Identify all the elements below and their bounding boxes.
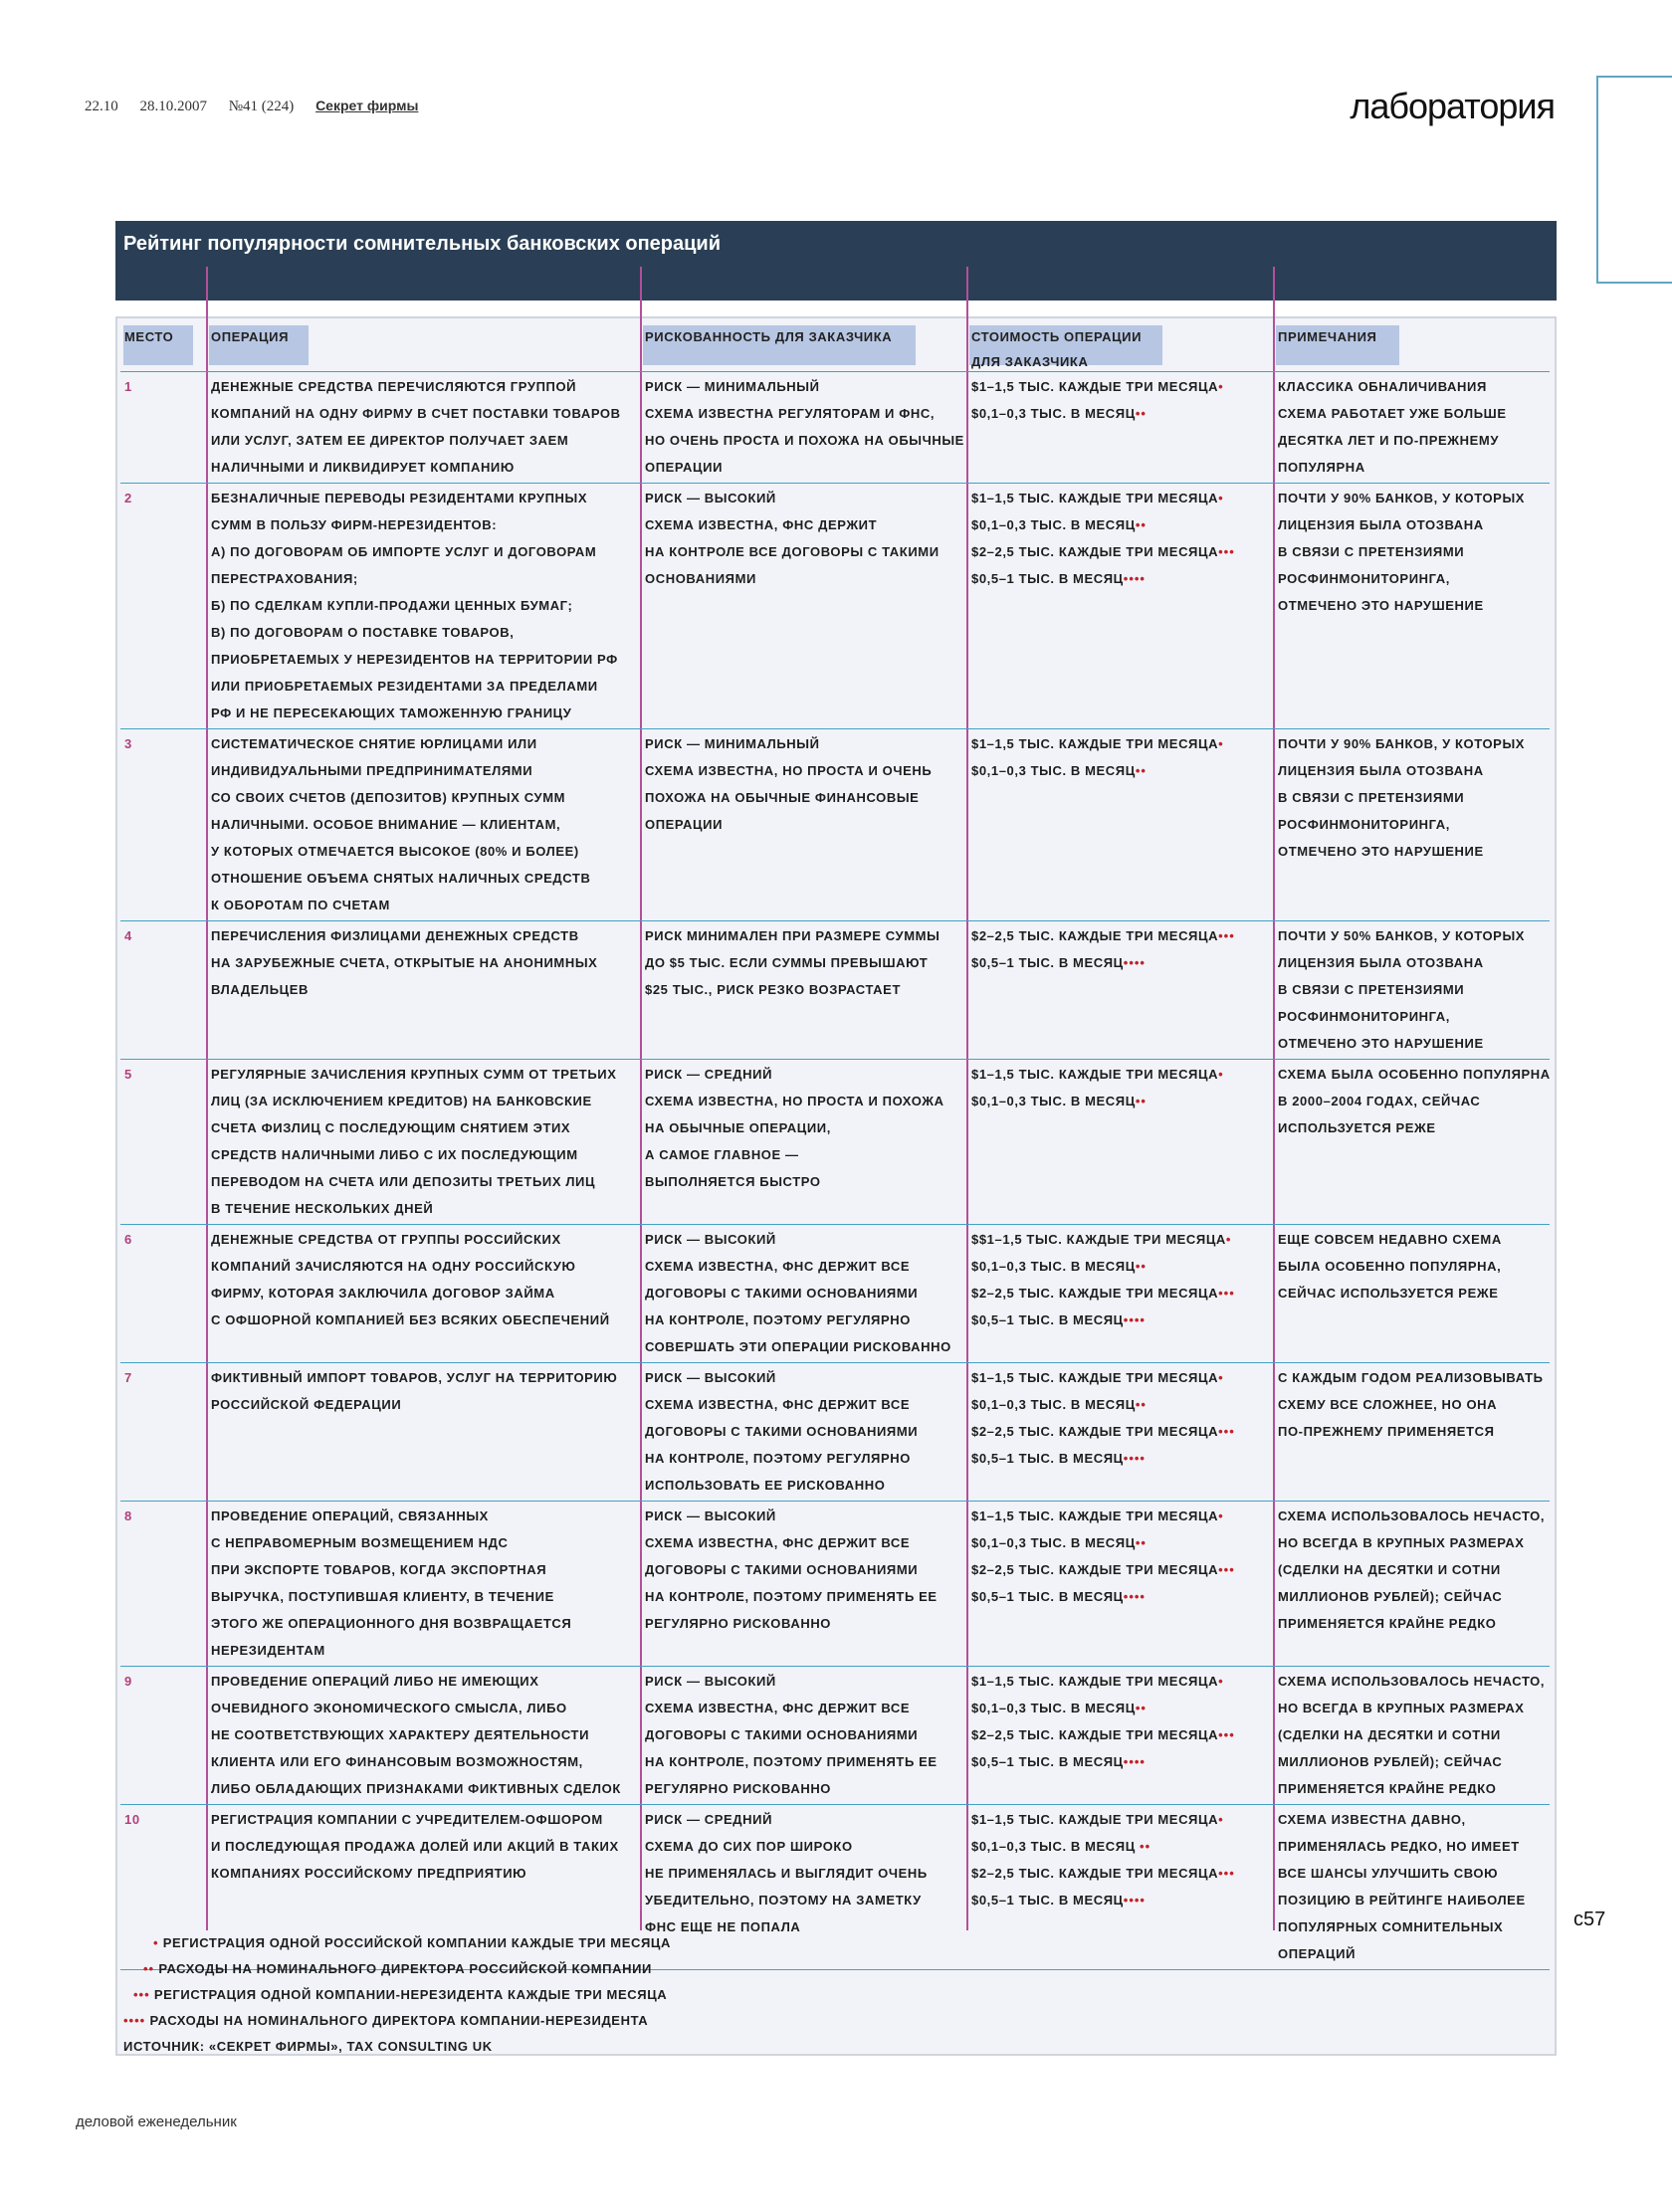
cell-line: НАЛИЧНЫМИ. ОСОБОЕ ВНИМАНИЕ — КЛИЕНТАМ, [211,817,561,832]
cell-line: РОСФИНМОНИТОРИНГА, [1278,817,1450,832]
cell-line: СХЕМА ИЗВЕСТНА, ФНС ДЕРЖИТ ВСЕ [645,1397,911,1412]
cost-line: $0,1–0,3 ТЫС. В МЕСЯЦ•• [971,1397,1147,1412]
cell-line: РОСФИНМОНИТОРИНГА, [1278,571,1450,586]
cell-line: РИСК — СРЕДНИЙ [645,1067,773,1082]
cell-line: ИНДИВИДУАЛЬНЫМИ ПРЕДПРИНИМАТЕЛЯМИ [211,763,533,778]
cell-line: ДО $5 ТЫС. ЕСЛИ СУММЫ ПРЕВЫШАЮТ [645,955,929,970]
cell-line: ФИКТИВНЫЙ ИМПОРТ ТОВАРОВ, УСЛУГ НА ТЕРРИТОРИЮ [211,1370,618,1385]
cell-line: РИСК — МИНИМАЛЬНЫЙ [645,379,820,394]
row-divider [120,1224,1550,1225]
cell-line: КОМПАНИЙ НА ОДНУ ФИРМУ В СЧЕТ ПОСТАВКИ ТОВАРОВ [211,406,621,421]
cell-line: НЕ СООТВЕТСТВУЮЩИХ ХАРАКТЕРУ ДЕЯТЕЛЬНОСТИ [211,1727,590,1742]
cell-line: СХЕМА ИЗВЕСТНА РЕГУЛЯТОРАМ И ФНС, [645,406,936,421]
cell-line: ЕЩЕ СОВСЕМ НЕДАВНО СХЕМА [1278,1232,1502,1247]
cell-line: (СДЕЛКИ НА ДЕСЯТКИ И СОТНИ [1278,1727,1501,1742]
cell-line: РИСК МИНИМАЛЕН ПРИ РАЗМЕРЕ СУММЫ [645,928,940,943]
cell-line: НА ОБЫЧНЫЕ ОПЕРАЦИИ, [645,1120,831,1135]
table-title: Рейтинг популярности сомнительных банковских операций [123,233,722,255]
rank-cell: 5 [124,1067,132,1082]
cell-line: ПРОВЕДЕНИЕ ОПЕРАЦИЙ, СВЯЗАННЫХ [211,1508,489,1523]
cell-line: СХЕМА ИЗВЕСТНА ДАВНО, [1278,1812,1466,1827]
table-header-band [115,221,1557,301]
cell-line: ДЕНЕЖНЫЕ СРЕДСТВА ОТ ГРУППЫ РОССИЙСКИХ [211,1232,561,1247]
cell-line: НО ВСЕГДА В КРУПНЫХ РАЗМЕРАХ [1278,1701,1525,1715]
footnote: ••• РЕГИСТРАЦИЯ ОДНОЙ КОМПАНИИ-НЕРЕЗИДЕНТА КАЖДЫЕ ТРИ МЕСЯЦА [133,1987,668,2002]
cell-line: ДЕНЕЖНЫЕ СРЕДСТВА ПЕРЕЧИСЛЯЮТСЯ ГРУППОЙ [211,379,577,394]
cell-line: ОПЕРАЦИЙ [1278,1946,1357,1961]
cost-cell [971,373,1224,427]
cell-line: МИЛЛИОНОВ РУБЛЕЙ); СЕЙЧАС [1278,1754,1503,1769]
cell-line: СХЕМА ИЗВЕСТНА, ФНС ДЕРЖИТ ВСЕ [645,1535,911,1550]
footnote: •• РАСХОДЫ НА НОМИНАЛЬНОГО ДИРЕКТОРА РОССИЙСКОЙ КОМПАНИИ [143,1961,652,1976]
cost-line: $0,1–0,3 ТЫС. В МЕСЯЦ•• [971,1535,1147,1550]
cost-line: $1–1,5 ТЫС. КАЖДЫЕ ТРИ МЕСЯЦА• [971,1508,1224,1523]
footnote-marker: •• [1135,1259,1147,1274]
cost-line: $2–2,5 ТЫС. КАЖДЫЕ ТРИ МЕСЯЦА••• [971,1562,1235,1577]
rank-cell: 2 [124,491,132,505]
risk-cell [645,485,940,592]
cell-line: БЫЛА ОСОБЕННО ПОПУЛЯРНА, [1278,1259,1502,1274]
cost-line: $2–2,5 ТЫС. КАЖДЫЕ ТРИ МЕСЯЦА••• [971,1727,1235,1742]
risk-cell [645,1668,938,1802]
cost-line: $1–1,5 ТЫС. КАЖДЫЕ ТРИ МЕСЯЦА• [971,1067,1224,1082]
cost-line: $0,1–0,3 ТЫС. В МЕСЯЦ•• [971,517,1147,532]
footnote-marker: ••• [1218,1562,1235,1577]
cell-line: КЛАССИКА ОБНАЛИЧИВАНИЯ [1278,379,1487,394]
cell-line: ДЕСЯТКА ЛЕТ И ПО-ПРЕЖНЕМУ [1278,433,1500,448]
cell-line: ВЫПОЛНЯЕТСЯ БЫСТРО [645,1174,821,1189]
row-divider [120,483,1550,484]
cell-line: ПЕРЕСТРАХОВАНИЯ; [211,571,358,586]
cost-cell [971,922,1235,976]
cost-line: $0,5–1 ТЫС. В МЕСЯЦ•••• [971,1451,1146,1466]
cost-line: $0,1–0,3 ТЫС. В МЕСЯЦ•• [971,1259,1147,1274]
column-divider [206,267,208,1930]
notes-cell [1278,373,1507,481]
cell-line: РИСК — ВЫСОКИЙ [645,1232,776,1247]
footnote-marker: •••• [1123,1754,1146,1769]
row-divider [120,1362,1550,1363]
cell-line: ОПЕРАЦИИ [645,817,724,832]
cell-line: УБЕДИТЕЛЬНО, ПОЭТОМУ НА ЗАМЕТКУ [645,1893,922,1908]
rank-cell: 1 [124,379,132,394]
cell-line: К ОБОРОТАМ ПО СЧЕТАМ [211,898,390,912]
footnote-marker: •• [1135,1094,1147,1108]
cell-line: СХЕМА ИСПОЛЬЗОВАЛОСЬ НЕЧАСТО, [1278,1508,1546,1523]
operation-cell [211,373,621,481]
publication-label: деловой еженедельник [76,2113,237,2130]
cell-line: ЛИЦ (ЗА ИСКЛЮЧЕНИЕМ КРЕДИТОВ) НА БАНКОВСКИЕ [211,1094,592,1108]
cell-line: В 2000–2004 ГОДАХ, СЕЙЧАС [1278,1094,1481,1108]
cost-line: $0,1–0,3 ТЫС. В МЕСЯЦ•• [971,1094,1147,1108]
cell-line: СХЕМА ИСПОЛЬЗОВАЛОСЬ НЕЧАСТО, [1278,1674,1546,1689]
notes-cell [1278,922,1525,1057]
risk-cell [645,373,964,481]
footnote-marker: •••• [1123,1312,1146,1327]
rank-cell: 7 [124,1370,132,1385]
column-divider [640,267,642,1930]
cell-line: ОПЕРАЦИИ [645,460,724,475]
date-end: 28.10.2007 [139,99,207,114]
footnote-marker: •• [1135,1397,1147,1412]
cell-line: СЕЙЧАС ИСПОЛЬЗУЕТСЯ РЕЖЕ [1278,1286,1499,1301]
risk-cell [645,730,932,838]
cell-line: В) ПО ДОГОВОРАМ О ПОСТАВКЕ ТОВАРОВ, [211,625,515,640]
cell-line: ПРИМЕНЯЛАСЬ РЕДКО, НО ИМЕЕТ [1278,1839,1520,1854]
cost-line: $0,1–0,3 ТЫС. В МЕСЯЦ•• [971,1701,1147,1715]
cell-line: ПЕРЕЧИСЛЕНИЯ ФИЗЛИЦАМИ ДЕНЕЖНЫХ СРЕДСТВ [211,928,579,943]
cell-line: ИЛИ УСЛУГ, ЗАТЕМ ЕЕ ДИРЕКТОР ПОЛУЧАЕТ ЗАЕМ [211,433,569,448]
cell-line: ПРИМЕНЯЕТСЯ КРАЙНЕ РЕДКО [1278,1781,1497,1796]
cell-line: ДОГОВОРЫ С ТАКИМИ ОСНОВАНИЯМИ [645,1727,919,1742]
cell-line: РИСК — ВЫСОКИЙ [645,491,776,505]
operation-cell [211,485,618,726]
cell-line: ПОЧТИ У 90% БАНКОВ, У КОТОРЫХ [1278,736,1526,751]
footnote-marker: ••• [1218,1286,1235,1301]
cell-line: С НЕПРАВОМЕРНЫМ ВОЗМЕЩЕНИЕМ НДС [211,1535,509,1550]
cell-line: В СВЯЗИ С ПРЕТЕНЗИЯМИ [1278,982,1465,997]
footnote-marker: •••• [1123,1589,1146,1604]
cell-line: В ТЕЧЕНИЕ НЕСКОЛЬКИХ ДНЕЙ [211,1201,434,1216]
cell-line: РИСК — МИНИМАЛЬНЫЙ [645,736,820,751]
cell-line: ПОПУЛЯРНА [1278,460,1365,475]
cell-line: ОСНОВАНИЯМИ [645,571,756,586]
column-divider [1273,267,1275,1930]
cell-line: РОССИЙСКОЙ ФЕДЕРАЦИИ [211,1397,402,1412]
cell-line: РФ И НЕ ПЕРЕСЕКАЮЩИХ ТАМОЖЕННУЮ ГРАНИЦУ [211,705,572,720]
notes-cell [1278,730,1525,865]
cell-line: СРЕДСТВ НАЛИЧНЫМИ ЛИБО С ИХ ПОСЛЕДУЮЩИМ [211,1147,578,1162]
footnote-marker: •• [1135,1535,1147,1550]
cost-line: $0,1–0,3 ТЫС. В МЕСЯЦ•• [971,406,1147,421]
cost-line: $0,5–1 ТЫС. В МЕСЯЦ•••• [971,1589,1146,1604]
operation-cell [211,1503,571,1664]
notes-cell [1278,1668,1545,1802]
row-divider [120,1059,1550,1060]
cell-line: РИСК — СРЕДНИЙ [645,1812,773,1827]
cell-line: ПЕРЕВОДОМ НА СЧЕТА ИЛИ ДЕПОЗИТЫ ТРЕТЬИХ ЛИЦ [211,1174,596,1189]
cell-line: НА КОНТРОЛЕ, ПОЭТОМУ ПРИМЕНЯТЬ ЕЕ [645,1589,938,1604]
cost-line: $0,5–1 ТЫС. В МЕСЯЦ•••• [971,1312,1146,1327]
risk-cell [645,1806,928,1940]
risk-cell [645,1503,938,1637]
cost-line: $1–1,5 ТЫС. КАЖДЫЕ ТРИ МЕСЯЦА• [971,379,1224,394]
notes-cell [1278,1806,1526,1967]
cell-line: ДОГОВОРЫ С ТАКИМИ ОСНОВАНИЯМИ [645,1424,919,1439]
cost-line: $2–2,5 ТЫС. КАЖДЫЕ ТРИ МЕСЯЦА••• [971,1424,1235,1439]
cell-line: Б) ПО СДЕЛКАМ КУПЛИ-ПРОДАЖИ ЦЕННЫХ БУМАГ; [211,598,573,613]
cell-line: ДОГОВОРЫ С ТАКИМИ ОСНОВАНИЯМИ [645,1562,919,1577]
cell-line: ВЫРУЧКА, ПОСТУПИВШАЯ КЛИЕНТУ, В ТЕЧЕНИЕ [211,1589,554,1604]
footnote-marker: •• [1135,1701,1147,1715]
cell-line: ПРИ ЭКСПОРТЕ ТОВАРОВ, КОГДА ЭКСПОРТНАЯ [211,1562,547,1577]
date-start: 22.10 [85,99,118,114]
cell-line: ЛИБО ОБЛАДАЮЩИХ ПРИЗНАКАМИ ФИКТИВНЫХ СДЕЛОК [211,1781,621,1796]
cell-line: ФНС ЕЩЕ НЕ ПОПАЛА [645,1919,801,1934]
operation-cell [211,922,597,1003]
cell-line: РЕГУЛЯРНО РИСКОВАННО [645,1616,832,1631]
table-footnotes [123,1930,671,2060]
cell-line: НА КОНТРОЛЕ, ПОЭТОМУ РЕГУЛЯРНО [645,1312,911,1327]
cost-line: $0,5–1 ТЫС. В МЕСЯЦ•••• [971,955,1146,970]
cell-line: РИСК — ВЫСОКИЙ [645,1508,776,1523]
footnote-marker: ••• [1218,928,1235,943]
cost-line: $2–2,5 ТЫС. КАЖДЫЕ ТРИ МЕСЯЦА••• [971,1866,1235,1881]
col-header-risk: РИСКОВАННОСТЬ ДЛЯ ЗАКАЗЧИКА [645,329,893,344]
risk-cell [645,922,940,1003]
cell-line: ПРОВЕДЕНИЕ ОПЕРАЦИЙ ЛИБО НЕ ИМЕЮЩИХ [211,1674,539,1689]
cell-line: РЕГУЛЯРНЫЕ ЗАЧИСЛЕНИЯ КРУПНЫХ СУММ ОТ ТРЕТЬИХ [211,1067,617,1082]
row-divider [120,920,1550,921]
notes-cell [1278,1061,1551,1141]
col-header-operation: ОПЕРАЦИЯ [211,329,290,344]
cell-line: ПОЧТИ У 90% БАНКОВ, У КОТОРЫХ [1278,491,1526,505]
cost-line: $0,5–1 ТЫС. В МЕСЯЦ•••• [971,571,1146,586]
cell-line: ПРИМЕНЯЕТСЯ КРАЙНЕ РЕДКО [1278,1616,1497,1631]
cell-line: КОМПАНИЯХ РОССИЙСКОМУ ПРЕДПРИЯТИЮ [211,1866,527,1881]
decorative-frame [1596,76,1672,284]
cell-line: ПРИОБРЕТАЕМЫХ У НЕРЕЗИДЕНТОВ НА ТЕРРИТОРИИ РФ [211,652,618,667]
footnote-marker: •••• [1123,1451,1146,1466]
cell-line: ОТМЕЧЕНО ЭТО НАРУШЕНИЕ [1278,844,1484,859]
cell-line: КЛИЕНТА ИЛИ ЕГО ФИНАНСОВЫМ ВОЗМОЖНОСТЯМ, [211,1754,583,1769]
cell-line: НА КОНТРОЛЕ ВСЕ ДОГОВОРЫ С ТАКИМИ [645,544,940,559]
cell-line: СО СВОИХ СЧЕТОВ (ДЕПОЗИТОВ) КРУПНЫХ СУММ [211,790,566,805]
operation-cell [211,730,590,918]
footnote-marker: •• [1135,406,1147,421]
notes-cell [1278,485,1525,619]
cost-line: $2–2,5 ТЫС. КАЖДЫЕ ТРИ МЕСЯЦА••• [971,1286,1235,1301]
cell-line: ИСПОЛЬЗОВАТЬ ЕЕ РИСКОВАННО [645,1478,886,1493]
cell-line: ДОГОВОРЫ С ТАКИМИ ОСНОВАНИЯМИ [645,1286,919,1301]
risk-cell [645,1226,951,1360]
rank-cell: 3 [124,736,132,751]
cell-line: НО ВСЕГДА В КРУПНЫХ РАЗМЕРАХ [1278,1535,1525,1550]
cell-line: ПОХОЖА НА ОБЫЧНЫЕ ФИНАНСОВЫЕ [645,790,920,805]
rank-cell: 10 [124,1812,140,1827]
cell-line: НА КОНТРОЛЕ, ПОЭТОМУ РЕГУЛЯРНО [645,1451,911,1466]
footnote-marker: •••• [1123,1893,1146,1908]
operation-cell [211,1364,617,1418]
row-divider [120,1804,1550,1805]
footnote-marker: • [1225,1232,1232,1247]
cost-line: $0,1–0,3 ТЫС. В МЕСЯЦ•• [971,763,1147,778]
footnote-marker: • [1218,1674,1224,1689]
cell-line: ФИРМУ, КОТОРАЯ ЗАКЛЮЧИЛА ДОГОВОР ЗАЙМА [211,1286,555,1301]
cost-line: $0,5–1 ТЫС. В МЕСЯЦ•••• [971,1893,1146,1908]
cost-line: $1–1,5 ТЫС. КАЖДЫЕ ТРИ МЕСЯЦА• [971,736,1224,751]
cell-line: А) ПО ДОГОВОРАМ ОБ ИМПОРТЕ УСЛУГ И ДОГОВОРАМ [211,544,597,559]
cost-cell [971,1668,1235,1775]
cell-line: ПО-ПРЕЖНЕМУ ПРИМЕНЯЕТСЯ [1278,1424,1495,1439]
cell-line: ИЛИ ПРИОБРЕТАЕМЫХ РЕЗИДЕНТАМИ ЗА ПРЕДЕЛАМИ [211,679,598,694]
cell-line: НА КОНТРОЛЕ, ПОЭТОМУ ПРИМЕНЯТЬ ЕЕ [645,1754,938,1769]
footnote: •••• РАСХОДЫ НА НОМИНАЛЬНОГО ДИРЕКТОРА КОМПАНИИ-НЕРЕЗИДЕНТА [123,2013,649,2028]
cell-line: РОСФИНМОНИТОРИНГА, [1278,1009,1450,1024]
footnote-marker: ••• [1218,544,1235,559]
footnote-marker: •••• [1123,571,1146,586]
cost-line: $1–1,5 ТЫС. КАЖДЫЕ ТРИ МЕСЯЦА• [971,1674,1224,1689]
col-header-notes: ПРИМЕЧАНИЯ [1278,329,1377,344]
cost-line: $0,1–0,3 ТЫС. В МЕСЯЦ •• [971,1839,1151,1854]
cost-cell [971,1061,1224,1114]
page-number: c57 [1573,1909,1606,1930]
cell-line: ПОЗИЦИЮ В РЕЙТИНГЕ НАИБОЛЕЕ [1278,1893,1526,1908]
footnote-marker: •••• [1123,955,1146,970]
operation-cell [211,1668,621,1802]
footnote-marker: • [1218,1370,1224,1385]
cell-line: РЕГУЛЯРНО РИСКОВАННО [645,1781,832,1796]
cell-line: СХЕМА ИЗВЕСТНА, НО ПРОСТА И ПОХОЖА [645,1094,944,1108]
cell-line: ЭТОГО ЖЕ ОПЕРАЦИОННОГО ДНЯ ВОЗВРАЩАЕТСЯ [211,1616,572,1631]
cell-line: НАЛИЧНЫМИ И ЛИКВИДИРУЕТ КОМПАНИЮ [211,460,515,475]
rank-cell: 8 [124,1508,132,1523]
rank-cell: 4 [124,928,132,943]
notes-cell [1278,1503,1545,1637]
notes-cell [1278,1226,1502,1307]
cell-line: СЧЕТА ФИЗЛИЦ С ПОСЛЕДУЮЩИМ СНЯТИЕМ ЭТИХ [211,1120,571,1135]
masthead [85,98,436,115]
cell-line: ОТНОШЕНИЕ ОБЪЕМА СНЯТЫХ НАЛИЧНЫХ СРЕДСТВ [211,871,591,886]
cell-line: ВЛАДЕЛЬЦЕВ [211,982,310,997]
cell-line: ОЧЕВИДНОГО ЭКОНОМИЧЕСКОГО СМЫСЛА, ЛИБО [211,1701,567,1715]
cell-line: СХЕМА ИЗВЕСТНА, НО ПРОСТА И ОЧЕНЬ [645,763,933,778]
rank-cell: 6 [124,1232,132,1247]
col-header-rank: МЕСТО [124,329,174,344]
cell-line: РИСК — ВЫСОКИЙ [645,1370,776,1385]
cost-cell [971,1503,1235,1610]
footnote-marker: • [1218,491,1224,505]
cell-line: И ПОСЛЕДУЮЩАЯ ПРОДАЖА ДОЛЕЙ ИЛИ АКЦИЙ В ТАКИХ [211,1839,619,1854]
footnote-marker: ••• [1218,1866,1235,1881]
cost-line: $1–1,5 ТЫС. КАЖДЫЕ ТРИ МЕСЯЦА• [971,1370,1224,1385]
footnote-marker: ••• [1218,1727,1235,1742]
cell-line: НЕ ПРИМЕНЯЛАСЬ И ВЫГЛЯДИТ ОЧЕНЬ [645,1866,928,1881]
source-note: ИСТОЧНИК: «СЕКРЕТ ФИРМЫ», TAX CONSULTING UK [123,2039,493,2054]
footnote-marker: •• [1140,1839,1151,1854]
cell-line: ЛИЦЕНЗИЯ БЫЛА ОТОЗВАНА [1278,955,1484,970]
cost-cell [971,1226,1235,1333]
cell-line: ОТМЕЧЕНО ЭТО НАРУШЕНИЕ [1278,598,1484,613]
cell-line: СХЕМА ДО СИХ ПОР ШИРОКО [645,1839,853,1854]
cost-line: $1–1,5 ТЫС. КАЖДЫЕ ТРИ МЕСЯЦА• [971,491,1224,505]
cell-line: КОМПАНИЙ ЗАЧИСЛЯЮТСЯ НА ОДНУ РОССИЙСКУЮ [211,1259,576,1274]
cell-line: СХЕМА ИЗВЕСТНА, ФНС ДЕРЖИТ ВСЕ [645,1259,911,1274]
cell-line: $25 ТЫС., РИСК РЕЗКО ВОЗРАСТАЕТ [645,982,901,997]
cell-line: С ОФШОРНОЙ КОМПАНИЕЙ БЕЗ ВСЯКИХ ОБЕСПЕЧЕНИЙ [211,1312,610,1327]
cost-line: $1–1,5 ТЫС. КАЖДЫЕ ТРИ МЕСЯЦА• [971,1812,1224,1827]
cell-line: ПОЧТИ У 50% БАНКОВ, У КОТОРЫХ [1278,928,1526,943]
cell-line: С КАЖДЫМ ГОДОМ РЕАЛИЗОВЫВАТЬ [1278,1370,1544,1385]
cell-line: НЕРЕЗИДЕНТАМ [211,1643,325,1658]
row-divider [120,371,1550,372]
row-divider [120,728,1550,729]
cell-line: РИСК — ВЫСОКИЙ [645,1674,776,1689]
cost-line: $2–2,5 ТЫС. КАЖДЫЕ ТРИ МЕСЯЦА••• [971,544,1235,559]
cell-line: В СВЯЗИ С ПРЕТЕНЗИЯМИ [1278,790,1465,805]
cost-line: $2–2,5 ТЫС. КАЖДЫЕ ТРИ МЕСЯЦА••• [971,928,1235,943]
notes-cell [1278,1364,1544,1445]
footnote-marker: • [1218,1812,1224,1827]
row-divider [120,1666,1550,1667]
cell-line: СОВЕРШАТЬ ЭТИ ОПЕРАЦИИ РИСКОВАННО [645,1339,951,1354]
footnote-marker: •• [1135,517,1147,532]
cell-line: ЛИЦЕНЗИЯ БЫЛА ОТОЗВАНА [1278,763,1484,778]
cost-cell [971,730,1224,784]
cell-line: СХЕМУ ВСЕ СЛОЖНЕЕ, НО ОНА [1278,1397,1498,1412]
cell-line: БЕЗНАЛИЧНЫЕ ПЕРЕВОДЫ РЕЗИДЕНТАМИ КРУПНЫХ [211,491,588,505]
cost-line: $$1–1,5 ТЫС. КАЖДЫЕ ТРИ МЕСЯЦА• [971,1232,1232,1247]
risk-cell [645,1061,944,1195]
column-divider [966,267,968,1930]
cost-cell [971,485,1235,592]
cell-line: У КОТОРЫХ ОТМЕЧАЕТСЯ ВЫСОКОЕ (80% И БОЛЕЕ) [211,844,579,859]
footnote-marker: •• [1135,763,1147,778]
operation-cell [211,1226,610,1333]
cost-cell [971,1364,1235,1472]
cell-line: ВСЕ ШАНСЫ УЛУЧШИТЬ СВОЮ [1278,1866,1499,1881]
cell-line: СХЕМА ИЗВЕСТНА, ФНС ДЕРЖИТ ВСЕ [645,1701,911,1715]
cell-line: ИСПОЛЬЗУЕТСЯ РЕЖЕ [1278,1120,1436,1135]
cell-line: НО ОЧЕНЬ ПРОСТА И ПОХОЖА НА ОБЫЧНЫЕ [645,433,964,448]
issue-number: №41 (224) [228,99,295,114]
cell-line: ЛИЦЕНЗИЯ БЫЛА ОТОЗВАНА [1278,517,1484,532]
footnote-marker: • [1218,1067,1224,1082]
footnote-marker: • [1218,379,1224,394]
cell-line: В СВЯЗИ С ПРЕТЕНЗИЯМИ [1278,544,1465,559]
operation-cell [211,1806,619,1887]
footnote-marker: • [1218,1508,1224,1523]
rank-cell: 9 [124,1674,132,1689]
brand-link[interactable]: Секрет фирмы [315,98,419,113]
cell-line: А САМОЕ ГЛАВНОЕ — [645,1147,799,1162]
cost-cell [971,1806,1235,1913]
cell-line: СХЕМА РАБОТАЕТ УЖЕ БОЛЬШЕ [1278,406,1507,421]
cell-line: НА ЗАРУБЕЖНЫЕ СЧЕТА, ОТКРЫТЫЕ НА АНОНИМНЫХ [211,955,598,970]
cell-line: СУММ В ПОЛЬЗУ ФИРМ-НЕРЕЗИДЕНТОВ: [211,517,498,532]
risk-cell [645,1364,918,1499]
footnote-marker: • [1218,736,1224,751]
cell-line: СХЕМА ИЗВЕСТНА, ФНС ДЕРЖИТ [645,517,878,532]
operation-cell [211,1061,617,1222]
footnote: • РЕГИСТРАЦИЯ ОДНОЙ РОССИЙСКОЙ КОМПАНИИ КАЖДЫЕ ТРИ МЕСЯЦА [153,1935,671,1950]
col-header-cost: СТОИМОСТЬ ОПЕРАЦИИ ДЛЯ ЗАКАЗЧИКА [971,329,1143,369]
footnote-marker: ••• [1218,1424,1235,1439]
cell-line: ПОПУЛЯРНЫХ СОМНИТЕЛЬНЫХ [1278,1919,1504,1934]
cell-line: СИСТЕМАТИЧЕСКОЕ СНЯТИЕ ЮРЛИЦАМИ ИЛИ [211,736,537,751]
cost-line: $0,5–1 ТЫС. В МЕСЯЦ•••• [971,1754,1146,1769]
cell-line: МИЛЛИОНОВ РУБЛЕЙ); СЕЙЧАС [1278,1589,1503,1604]
row-divider [120,1501,1550,1502]
cell-line: СХЕМА БЫЛА ОСОБЕННО ПОПУЛЯРНА [1278,1067,1551,1082]
cell-line: ОТМЕЧЕНО ЭТО НАРУШЕНИЕ [1278,1036,1484,1051]
section-title: лаборатория [1350,86,1555,126]
cell-line: (СДЕЛКИ НА ДЕСЯТКИ И СОТНИ [1278,1562,1501,1577]
cell-line: РЕГИСТРАЦИЯ КОМПАНИИ С УЧРЕДИТЕЛЕМ-ОФШОРОМ [211,1812,603,1827]
